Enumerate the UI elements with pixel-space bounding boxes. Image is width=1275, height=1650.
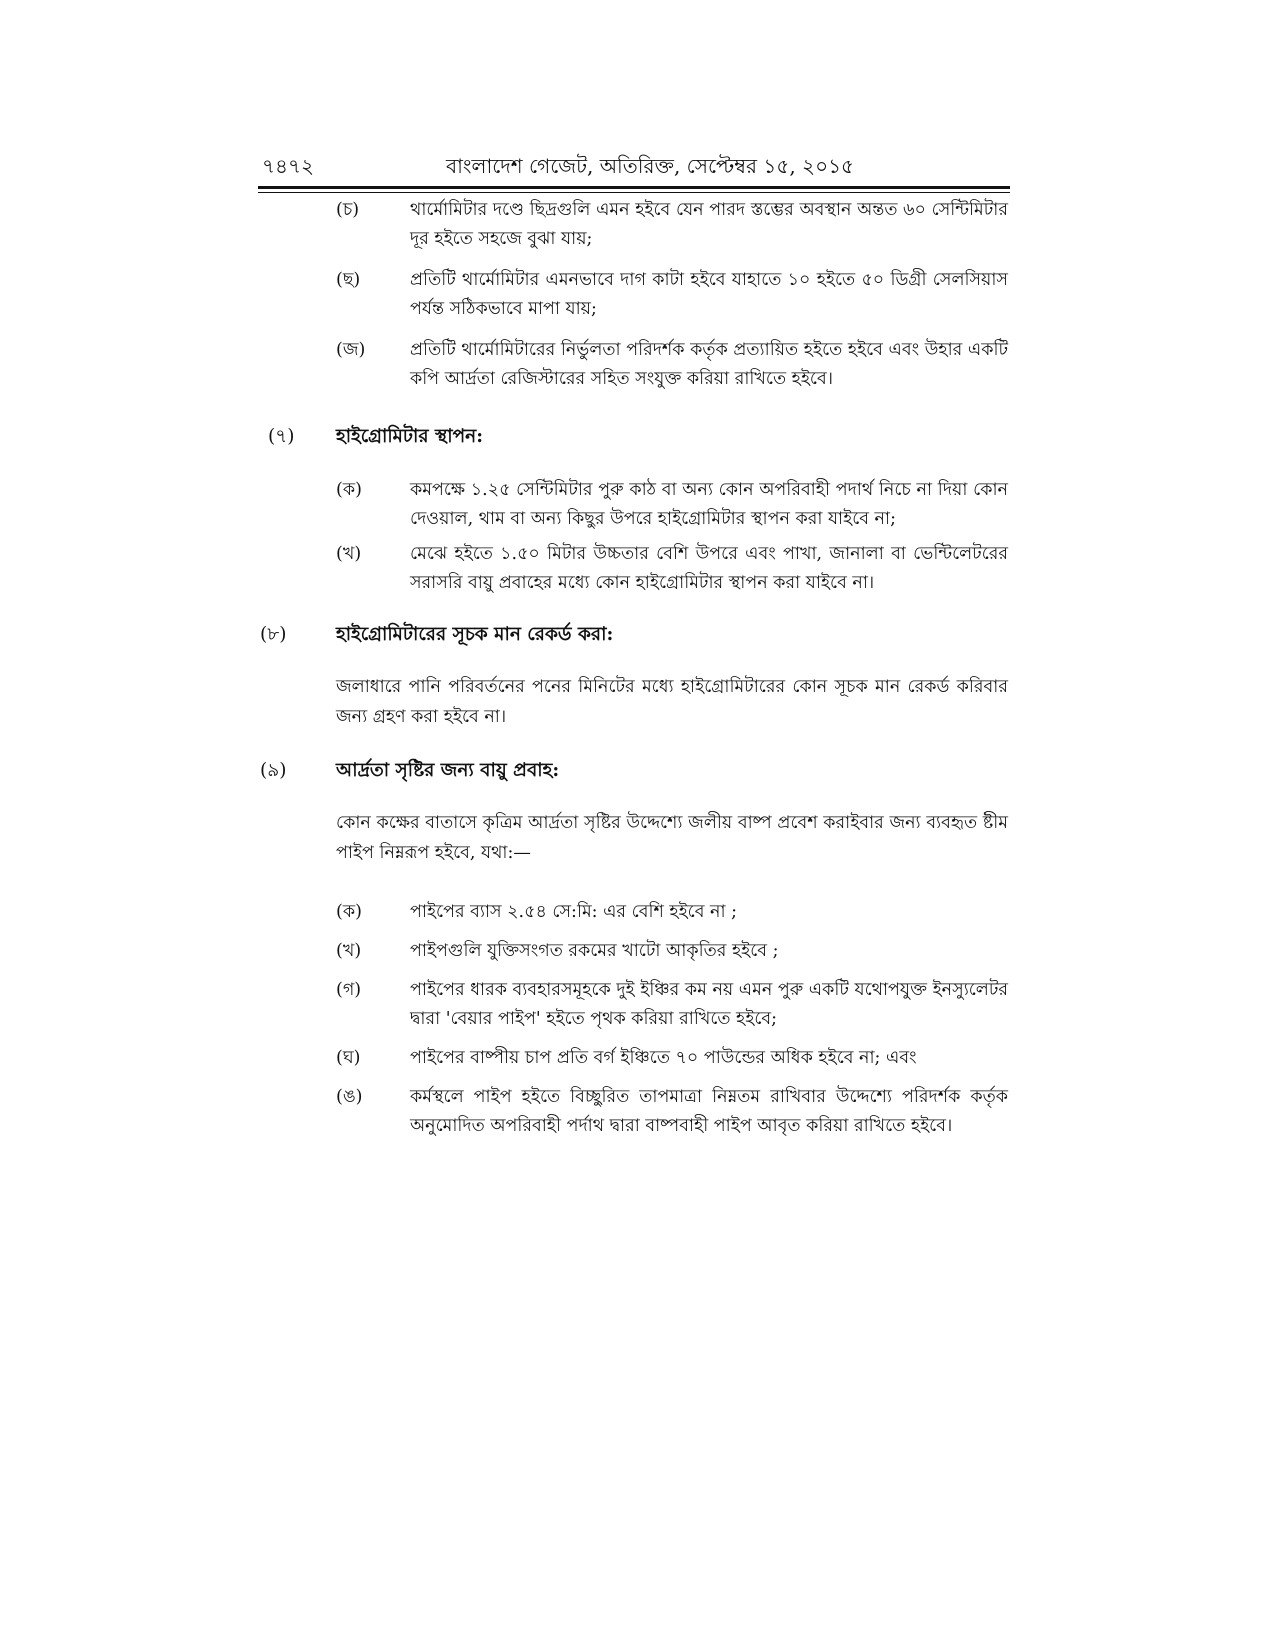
item-label: (ছ) xyxy=(336,270,361,290)
section-paragraph: জলাধারে পানি পরিবর্তনের পনের মিনিটের মধ্যে হাইগ্রোমিটারের কোন সূচক মান রেকর্ড করিবার জন্য গ্রহণ করা হইবে না। xyxy=(336,677,1008,727)
section-number: (৮) xyxy=(260,624,287,645)
section-heading-8 xyxy=(258,620,1010,654)
section-title: হাইগ্রোমিটার স্থাপন: xyxy=(336,426,484,447)
item-label: (চ) xyxy=(336,200,360,220)
section-title: আর্দ্রতা সৃষ্টির জন্য বায়ু প্রবাহ: xyxy=(336,760,560,781)
section-paragraph: কোন কক্ষের বাতাসে কৃত্রিম আর্দ্রতা সৃষ্টির উদ্দেশ্যে জলীয় বাষ্প প্রবেশ করাইবার জন্য ব্যবহৃত ষ্টীম পাইপ নিম্নরূপ হইবে, যথা:— xyxy=(336,813,1008,863)
item-text: প্রতিটি থার্মোমিটার এমনভাবে দাগ কাটা হইবে যাহাতে ১০ হইতে ৫০ ডিগ্রী সেলসিয়াস পর্যন্ত সঠিকভাবে মাপা যায়; xyxy=(410,270,1008,319)
header-rule-thick xyxy=(258,186,1010,189)
page-number: ৭৪৭২ xyxy=(262,154,314,178)
list-item xyxy=(258,336,1010,394)
item-label: (গ) xyxy=(336,980,362,1000)
item-text: কর্মস্থলে পাইপ হইতে বিচ্ছুরিত তাপমাত্রা নিম্নতম রাখিবার উদ্দেশ্যে পরিদর্শক কর্তৃক অনুমোদিত অপরিবাহী পর্দাথ দ্বারা বাষ্পবাহী পাইপ আবৃত করিয়া রাখিতে হইবে। xyxy=(410,1087,1008,1136)
item-text: মেঝে হইতে ১.৫০ মিটার উচ্চতার বেশি উপরে এবং পাখা, জানালা বা ভেন্টিলেটরের সরাসরি বায়ু প্রবাহের মধ্যে কোন হাইগ্রোমিটার স্থাপন করা যাইবে না। xyxy=(410,544,1008,593)
item-text: কমপক্ষে ১.২৫ সেন্টিমিটার পুরু কাঠ বা অন্য কোন অপরিবাহী পদার্থ নিচে না দিয়া কোন দেওয়াল, থাম বা অন্য কিছুর উপরে হাইগ্রোমিটার স্থাপন করা যাইবে না; xyxy=(410,480,1008,529)
header-rule-thin xyxy=(258,192,1010,193)
item-label: (খ) xyxy=(336,941,362,961)
list-item xyxy=(258,937,1010,966)
list-item xyxy=(258,266,1010,324)
list-item xyxy=(258,1083,1010,1141)
list-item xyxy=(258,540,1010,598)
section-number: (৭) xyxy=(268,426,295,447)
item-text: থার্মোমিটার দণ্ডে ছিদ্রগুলি এমন হইবে যেন পারদ স্তম্ভের অবস্থান অন্তত ৬০ সেন্টিমিটার দূর হইতে সহজে বুঝা যায়; xyxy=(410,200,1008,249)
item-label: (জ) xyxy=(336,340,366,360)
list-item xyxy=(258,196,1010,254)
section-number: (৯) xyxy=(260,760,287,781)
item-text: পাইপগুলি যুক্তিসংগত রকমের খাটো আকৃতির হইবে ; xyxy=(410,941,779,961)
item-label: (ঙ) xyxy=(336,1087,363,1107)
section-title: হাইগ্রোমিটারের সূচক মান রেকর্ড করা: xyxy=(336,624,614,645)
item-label: (ঘ) xyxy=(336,1048,361,1068)
list-item xyxy=(258,476,1010,534)
item-text: পাইপের বাষ্পীয় চাপ প্রতি বর্গ ইঞ্চিতে ৭০ পাউন্ডের অধিক হইবে না; এবং xyxy=(410,1048,917,1068)
item-label: (ক) xyxy=(336,480,362,500)
document-body xyxy=(258,196,1010,1141)
section-heading-9 xyxy=(258,756,1010,790)
item-label: (খ) xyxy=(336,544,362,564)
section-heading-7 xyxy=(258,422,1010,456)
item-label: (ক) xyxy=(336,902,362,922)
item-text: পাইপের ধারক ব্যবহারসমূহকে দুই ইঞ্চির কম নয় এমন পুরু একটি যথোপযুক্ত ইনস্যুলেটর দ্বারা 'বেয়ার পাইপ' হইতে পৃথক করিয়া রাখিতে হইবে; xyxy=(410,980,1008,1029)
list-item xyxy=(258,898,1010,927)
running-head: বাংলাদেশ গেজেট, অতিরিক্ত, সেপ্টেম্বর ১৫, ২০১৫ xyxy=(446,154,855,178)
list-item xyxy=(258,1044,1010,1073)
list-item xyxy=(258,976,1010,1034)
page-header xyxy=(258,150,1010,182)
item-text: পাইপের ব্যাস ২.৫৪ সে:মি: এর বেশি হইবে না ; xyxy=(410,902,737,922)
item-text: প্রতিটি থার্মোমিটারের নির্ভুলতা পরিদর্শক কর্তৃক প্রত্যায়িত হইতে হইবে এবং উহার একটি কপি আর্দ্রতা রেজিস্টারের সহিত সংযুক্ত করিয়া রাখিতে হইবে। xyxy=(410,340,1008,389)
